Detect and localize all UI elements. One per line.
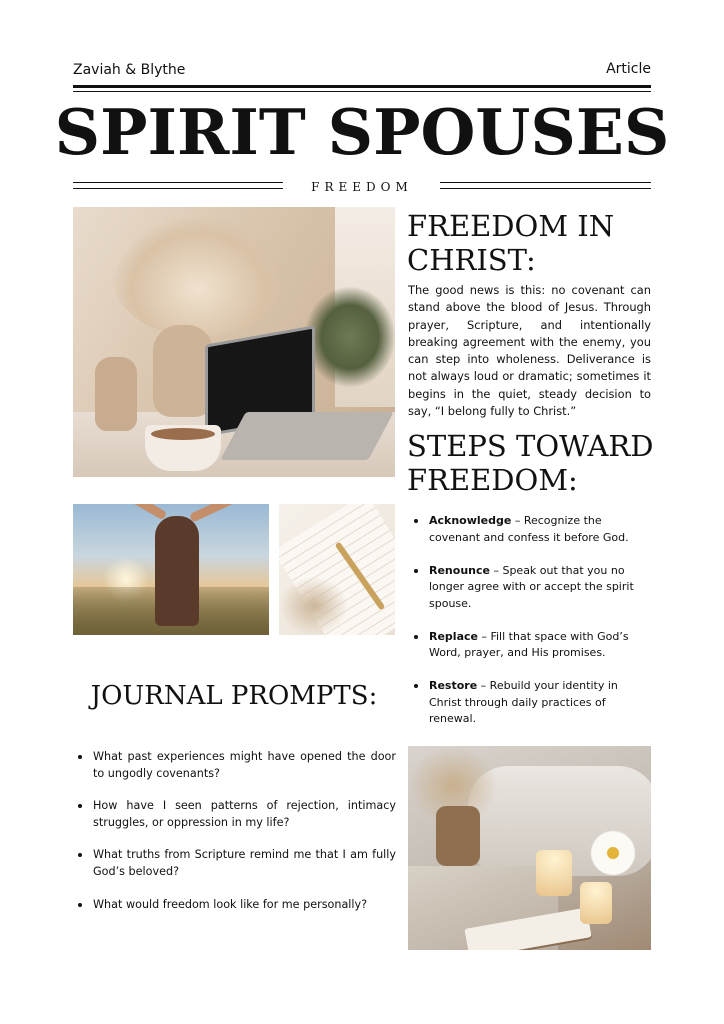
- section-divider-right: [440, 182, 651, 190]
- freedom-heading: FREEDOM IN CHRIST:: [407, 209, 615, 277]
- photo-woman-in-field: [73, 504, 269, 635]
- list-item: How have I seen patterns of rejection, intimacy struggles, or oppression in my life?: [76, 798, 396, 831]
- list-item: [413, 563, 653, 613]
- header-rule-thick: [73, 85, 651, 88]
- step-term: Replace: [429, 629, 478, 643]
- section-divider-left: [73, 182, 283, 190]
- step-text: – Recognize the covenant and confess it before God.: [429, 514, 629, 544]
- header-author: Zaviah & Blythe: [73, 62, 186, 78]
- step-term: Restore: [429, 679, 478, 692]
- steps-heading: STEPS TOWARD FREEDOM:: [407, 429, 654, 497]
- step-text: – Fill that space with God’s Word, prayer, and His promises.: [429, 629, 629, 659]
- list-item: [413, 513, 653, 546]
- step-term: Renounce: [429, 563, 490, 577]
- list-item: What truths from Scripture remind me that I am fully God’s beloved?: [76, 847, 396, 880]
- list-item: What would freedom look like for me personally?: [76, 897, 396, 914]
- photo-notebook: [279, 504, 395, 635]
- list-item: What past experiences might have opened the door to ungodly covenants?: [76, 749, 396, 782]
- section-tag: FREEDOM: [311, 180, 413, 194]
- step-text: – Rebuild your identity in Christ through daily practices of renewal.: [429, 679, 618, 725]
- photo-candles-book: [408, 746, 651, 950]
- list-item: [413, 629, 653, 662]
- header-category: Article: [606, 61, 651, 77]
- step-term: Acknowledge: [429, 514, 512, 527]
- list-item: [413, 678, 653, 728]
- journal-list: [76, 749, 396, 929]
- step-text: – Speak out that you no longer agree with or accept the spirit spouse.: [429, 563, 634, 610]
- page-title: SPIRIT SPOUSES: [54, 95, 670, 169]
- photo-desk-laptop: [73, 207, 395, 477]
- journal-heading: JOURNAL PROMPTS:: [90, 681, 378, 711]
- freedom-body: The good news is this: no covenant can stand above the blood of Jesus. Through prayer, Scripture, and intentionally breaking agreement with the enemy, you can step into wholeness. Deliverance is not always loud or dramatic; sometimes it begins in the quiet, steady decision to say, “I belong fully to Christ.”: [408, 283, 651, 419]
- steps-list: [413, 513, 653, 744]
